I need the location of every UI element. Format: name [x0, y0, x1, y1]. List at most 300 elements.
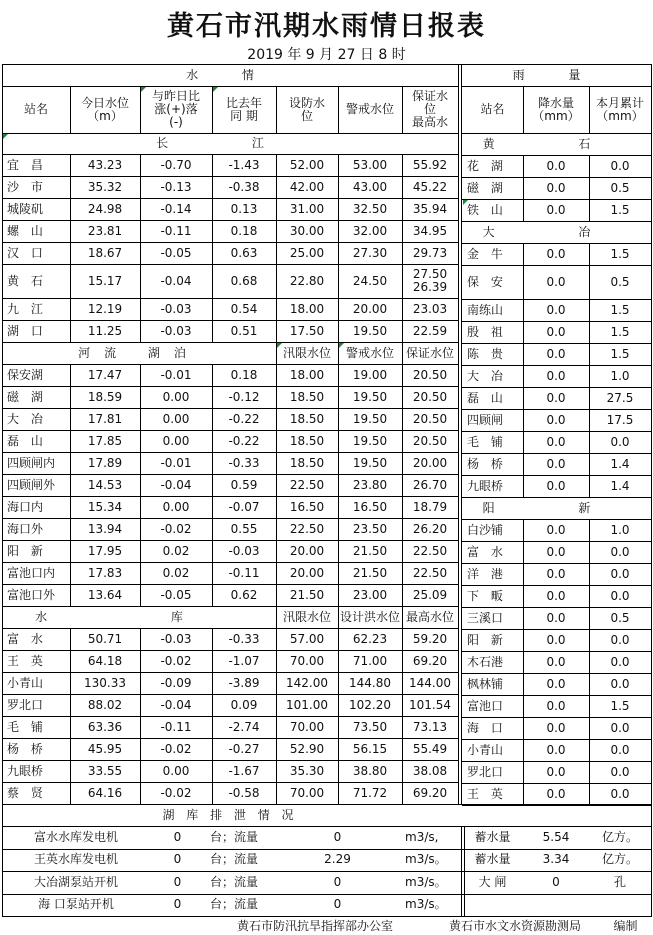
- grid-line: [70, 408, 71, 430]
- grid-line: [589, 519, 590, 541]
- grid-line: [462, 541, 651, 542]
- grid-line: [338, 694, 339, 716]
- grid-line: [462, 563, 651, 564]
- rain-station-name: 毛 铺: [467, 434, 507, 449]
- water-value: 23.00: [352, 587, 388, 602]
- grid-line: [523, 695, 524, 717]
- grid-line: [462, 805, 651, 806]
- grid-line: [140, 738, 141, 760]
- grid-line: [140, 220, 141, 242]
- rain-value: 0.0: [546, 324, 566, 339]
- grid-line: [589, 783, 590, 805]
- cell-comment-marker: [277, 343, 282, 348]
- grid-line: [338, 496, 339, 518]
- grid-line: [589, 761, 590, 783]
- storage-value: 5.54: [542, 829, 570, 844]
- rain-station-name: 陈 贵: [467, 346, 507, 361]
- grid-line: [140, 562, 141, 584]
- water-station-name: 保安湖: [7, 367, 44, 382]
- grid-line: [402, 242, 403, 264]
- grid-line: [338, 518, 339, 540]
- water-value: 31.00: [289, 201, 325, 216]
- rain-value: 0.0: [546, 434, 566, 449]
- rivers-col-flood-limit: 汛限水位: [282, 345, 331, 360]
- water-station-name: 海口外: [7, 521, 44, 536]
- grid-line: [402, 540, 403, 562]
- water-value: 18.79: [412, 499, 448, 514]
- water-value: 20.00: [352, 301, 388, 316]
- rain-station-name: 洋 港: [467, 566, 507, 581]
- grid-line: [212, 562, 213, 584]
- rain-value: 0.0: [610, 158, 630, 173]
- water-value: 30.00: [289, 223, 325, 238]
- water-value: -0.11: [228, 565, 260, 580]
- grid-line: [462, 717, 651, 718]
- water-value: 15.17: [87, 273, 123, 288]
- water-value: 0.62: [230, 587, 258, 602]
- grid-line: [402, 430, 403, 452]
- water-value: 16.50: [289, 499, 325, 514]
- grid-line: [523, 519, 524, 541]
- rain-group-header: 大 冶: [482, 224, 631, 239]
- rivers-col-guarantee: 保证水位: [405, 345, 454, 360]
- grid-line: [2, 916, 652, 917]
- water-value: 101.54: [409, 697, 451, 712]
- grid-line: [462, 199, 651, 200]
- grid-line: [212, 264, 213, 298]
- water-value: -0.04: [160, 273, 192, 288]
- rain-value: 0.5: [610, 610, 630, 625]
- reservoir-col-flood-limit: 汛限水位: [282, 609, 331, 624]
- water-value: 0.02: [162, 543, 190, 558]
- grid-line: [338, 364, 339, 386]
- grid-line: [212, 782, 213, 804]
- rain-station-name: 富池口: [467, 698, 504, 713]
- grid-line: [276, 716, 277, 738]
- section-reservoir: 水 库: [35, 609, 243, 624]
- grid-line: [140, 86, 141, 133]
- grid-line: [338, 540, 339, 562]
- rain-value: 0.0: [610, 786, 630, 801]
- grid-line: [70, 176, 71, 198]
- water-value: 0.59: [230, 477, 258, 492]
- storage-label: [462, 894, 523, 917]
- grid-line: [140, 760, 141, 782]
- water-value: 50.71: [87, 631, 123, 646]
- grid-line: [140, 782, 141, 804]
- grid-line: [338, 176, 339, 198]
- water-value: -0.02: [160, 741, 192, 756]
- water-value: 0.18: [230, 223, 258, 238]
- rain-station-name: 王 英: [467, 786, 507, 801]
- rain-value: 0.0: [610, 764, 630, 779]
- rain-station-name: 枫林铺: [467, 676, 504, 691]
- grid-line: [589, 717, 590, 739]
- grid-line: [462, 343, 651, 344]
- rain-value: 0.0: [546, 764, 566, 779]
- grid-line: [589, 475, 590, 497]
- col-alert-level-header: 警戒水位: [345, 102, 394, 116]
- grid-line: [523, 541, 524, 563]
- water-value: 59.20: [412, 631, 448, 646]
- discharge-flow-value: 0: [333, 874, 342, 889]
- grid-line: [402, 562, 403, 584]
- discharge-unit-count: 0: [173, 852, 182, 867]
- water-value: 20.00: [289, 543, 325, 558]
- grid-line: [338, 386, 339, 408]
- water-value: 17.85: [87, 433, 123, 448]
- water-value: 22.50: [412, 543, 448, 558]
- grid-line: [402, 320, 403, 342]
- discharge-flow-value: 0: [333, 829, 342, 844]
- grid-line: [212, 716, 213, 738]
- water-value: -3.89: [228, 675, 260, 690]
- grid-line: [2, 628, 458, 629]
- grid-line: [462, 651, 651, 652]
- discharge-flow-unit: m3/s,: [405, 829, 439, 844]
- grid-line: [402, 474, 403, 496]
- grid-line: [402, 694, 403, 716]
- grid-line: [276, 518, 277, 540]
- reservoir-col-max: 最高水位: [405, 609, 454, 624]
- grid-line: [338, 154, 339, 176]
- water-value: 13.94: [87, 521, 123, 536]
- water-value: 102.20: [349, 697, 391, 712]
- water-value: 21.50: [289, 587, 325, 602]
- report-title: 黄石市汛期水雨情日报表: [167, 11, 486, 42]
- rain-value: 0.0: [546, 676, 566, 691]
- water-value: 45.22: [412, 179, 448, 194]
- water-section-header: 水 情: [186, 67, 274, 82]
- water-value: 20.00: [412, 455, 448, 470]
- discharge-flow-label: 台；流量: [210, 852, 259, 867]
- grid-line: [70, 650, 71, 672]
- cell-comment-marker: [141, 87, 146, 92]
- col-change-yesterday-header: 与昨日比 涨(+)落 (-): [151, 89, 200, 129]
- grid-line: [212, 220, 213, 242]
- grid-line: [402, 86, 403, 133]
- grid-line: [276, 198, 277, 220]
- grid-line: [276, 320, 277, 342]
- rain-section-header: 雨 量: [512, 67, 601, 82]
- water-value: 17.47: [87, 367, 123, 382]
- water-station-name: 宜 昌: [7, 157, 47, 172]
- rain-station-name: 磊 山: [467, 390, 507, 405]
- grid-line: [2, 342, 458, 343]
- report-date: 2019 年 9 月 27 日 8 时: [247, 47, 406, 63]
- grid-line: [212, 738, 213, 760]
- water-value: 69.20: [412, 653, 448, 668]
- water-value: -0.27: [228, 741, 260, 756]
- rain-value: 0.0: [546, 654, 566, 669]
- grid-line: [338, 782, 339, 804]
- grid-line: [589, 243, 590, 265]
- grid-line: [70, 496, 71, 518]
- rain-station-name: 小青山: [467, 742, 504, 757]
- water-value: 18.00: [289, 367, 325, 382]
- water-value: 22.50: [289, 477, 325, 492]
- grid-line: [2, 606, 458, 607]
- water-value: 56.15: [352, 741, 388, 756]
- water-value: 17.95: [87, 543, 123, 558]
- rain-value: 0.0: [610, 676, 630, 691]
- grid-line: [523, 431, 524, 453]
- discharge-item-name: 大冶湖泵站开机: [33, 874, 118, 889]
- grid-line: [212, 408, 213, 430]
- grid-line: [523, 761, 524, 783]
- grid-line: [523, 265, 524, 299]
- rain-value: 0.0: [546, 202, 566, 217]
- grid-line: [523, 563, 524, 585]
- grid-line: [70, 716, 71, 738]
- grid-line: [70, 738, 71, 760]
- water-value: 19.50: [352, 389, 388, 404]
- discharge-item-name: 富水水库发电机: [33, 829, 118, 844]
- grid-line: [70, 154, 71, 176]
- water-value: 62.23: [352, 631, 388, 646]
- grid-line: [276, 694, 277, 716]
- rivers-col-alert: 警戒水位: [345, 345, 394, 360]
- grid-line: [402, 606, 403, 628]
- grid-line: [276, 430, 277, 452]
- rain-station-name: 大 冶: [467, 368, 507, 383]
- grid-line: [338, 474, 339, 496]
- water-value: 0.00: [162, 433, 190, 448]
- grid-line: [462, 497, 651, 498]
- grid-line: [523, 177, 524, 199]
- grid-line: [70, 694, 71, 716]
- rain-value: 0.0: [546, 274, 566, 289]
- cell-comment-marker: [213, 87, 218, 92]
- water-value: 16.50: [352, 499, 388, 514]
- water-value: 17.89: [87, 455, 123, 470]
- grid-line: [70, 242, 71, 264]
- rain-value: 1.5: [610, 246, 630, 261]
- water-value: -0.03: [160, 631, 192, 646]
- rain-value: 0.0: [546, 346, 566, 361]
- water-value: 24.50: [352, 273, 388, 288]
- rain-value: 0.0: [610, 566, 630, 581]
- water-value: 25.09: [412, 587, 448, 602]
- grid-line: [462, 365, 651, 366]
- grid-line: [338, 220, 339, 242]
- water-value: 14.53: [87, 477, 123, 492]
- grid-line: [70, 198, 71, 220]
- grid-line: [140, 672, 141, 694]
- grid-line: [523, 199, 524, 221]
- grid-line: [140, 474, 141, 496]
- discharge-unit-count: 0: [173, 874, 182, 889]
- grid-line: [462, 387, 651, 388]
- grid-line: [462, 155, 651, 156]
- footer-action: 编制: [613, 918, 638, 933]
- water-value: -0.02: [160, 785, 192, 800]
- rain-group-header: 黄 石: [482, 136, 631, 151]
- grid-line: [276, 606, 277, 628]
- grid-line: [70, 474, 71, 496]
- grid-line: [462, 431, 651, 432]
- water-value: 63.36: [87, 719, 123, 734]
- grid-line: [140, 430, 141, 452]
- grid-line: [402, 738, 403, 760]
- grid-line: [276, 496, 277, 518]
- grid-line: [276, 452, 277, 474]
- water-value: 22.80: [289, 273, 325, 288]
- grid-line: [276, 298, 277, 320]
- water-value: 20.50: [412, 433, 448, 448]
- water-value: 0.63: [230, 245, 258, 260]
- water-value: 43.00: [352, 179, 388, 194]
- grid-line: [70, 672, 71, 694]
- grid-line: [462, 761, 651, 762]
- water-value: -0.58: [228, 785, 260, 800]
- water-value: -0.03: [160, 301, 192, 316]
- rain-station-name: 白沙铺: [467, 522, 504, 537]
- water-station-name: 九 江: [7, 301, 47, 316]
- water-value: 18.50: [289, 389, 325, 404]
- water-value: 0.68: [230, 273, 258, 288]
- water-value: 18.50: [289, 433, 325, 448]
- water-station-name: 海口内: [7, 499, 44, 514]
- grid-line: [462, 321, 651, 322]
- water-value: -0.05: [160, 245, 192, 260]
- water-value: 64.16: [87, 785, 123, 800]
- rain-value: 0.0: [546, 180, 566, 195]
- discharge-flow-value: 2.29: [324, 852, 351, 867]
- rain-value: 0.5: [610, 180, 630, 195]
- grid-line: [523, 155, 524, 177]
- storage-label: 蓄水量: [474, 852, 511, 867]
- grid-line: [140, 386, 141, 408]
- grid-line: [212, 154, 213, 176]
- water-value: 0.00: [162, 499, 190, 514]
- grid-line: [523, 475, 524, 497]
- water-value: 0.13: [230, 201, 258, 216]
- grid-line: [338, 760, 339, 782]
- grid-line: [212, 496, 213, 518]
- water-station-name: 蔡 贤: [7, 785, 47, 800]
- grid-line: [140, 716, 141, 738]
- discharge-item-name: 海 口泵站开机: [38, 897, 114, 912]
- grid-line: [402, 364, 403, 386]
- grid-line: [523, 607, 524, 629]
- grid-line: [402, 672, 403, 694]
- grid-line: [70, 760, 71, 782]
- rain-col-station-header: 站名: [480, 102, 505, 116]
- col-vs-last-year-header: 比去年 同 期: [225, 95, 262, 123]
- water-value: 88.02: [87, 697, 123, 712]
- grid-line: [2, 804, 651, 805]
- grid-line: [462, 265, 651, 266]
- water-station-name: 罗北口: [7, 697, 44, 712]
- rain-col-month-total-header: 本月累计 （mm）: [595, 95, 644, 123]
- grid-line: [589, 387, 590, 409]
- rain-value: 1.0: [610, 368, 630, 383]
- grid-line: [402, 584, 403, 606]
- grid-line: [276, 86, 277, 133]
- rain-value: 1.0: [610, 522, 630, 537]
- grid-line: [462, 133, 651, 134]
- discharge-flow-label: 台；流量: [210, 874, 259, 889]
- grid-line: [461, 64, 462, 804]
- rain-value: 1.4: [610, 478, 630, 493]
- grid-line: [2, 64, 3, 916]
- grid-line: [402, 496, 403, 518]
- grid-line: [212, 518, 213, 540]
- rain-value: 17.5: [606, 412, 634, 427]
- grid-line: [212, 242, 213, 264]
- rain-col-precip-header: 降水量 （mm）: [532, 95, 580, 123]
- water-value: 144.80: [349, 675, 391, 690]
- rain-station-name: 杨 桥: [467, 456, 507, 471]
- grid-line: [140, 496, 141, 518]
- rain-station-name: 下 畈: [467, 588, 507, 603]
- grid-line: [462, 783, 651, 784]
- grid-line: [140, 364, 141, 386]
- grid-line: [651, 64, 652, 916]
- rain-value: 0.0: [546, 158, 566, 173]
- water-value: 71.00: [352, 653, 388, 668]
- grid-line: [523, 717, 524, 739]
- water-value: 18.00: [289, 301, 325, 316]
- grid-line: [589, 343, 590, 365]
- water-value: 22.59: [412, 323, 448, 338]
- grid-line: [402, 518, 403, 540]
- grid-line: [276, 584, 277, 606]
- water-value: -1.43: [228, 157, 260, 172]
- grid-line: [402, 408, 403, 430]
- grid-line: [140, 408, 141, 430]
- rain-value: 0.0: [546, 478, 566, 493]
- storage-label: 蓄水量: [474, 829, 511, 844]
- grid-line: [2, 826, 651, 827]
- water-value: 38.08: [412, 763, 448, 778]
- grid-line: [589, 453, 590, 475]
- grid-line: [140, 694, 141, 716]
- rain-value: 0.0: [546, 610, 566, 625]
- water-value: 53.00: [352, 157, 388, 172]
- rain-value: 0.0: [546, 368, 566, 383]
- water-value: 35.30: [289, 763, 325, 778]
- rain-value: 0.0: [610, 544, 630, 559]
- water-value: 20.50: [412, 389, 448, 404]
- grid-line: [338, 242, 339, 264]
- water-value: 35.32: [87, 179, 123, 194]
- grid-line: [70, 364, 71, 386]
- grid-line: [589, 177, 590, 199]
- water-value: 23.80: [352, 477, 388, 492]
- grid-line: [276, 386, 277, 408]
- water-value: 19.00: [352, 367, 388, 382]
- water-value: -0.01: [160, 367, 192, 382]
- rain-station-name: 南练山: [467, 302, 504, 317]
- grid-line: [276, 364, 277, 386]
- water-value: 22.50: [289, 521, 325, 536]
- water-value: -0.04: [160, 697, 192, 712]
- grid-line: [523, 585, 524, 607]
- water-value: 34.95: [412, 223, 448, 238]
- grid-line: [402, 264, 403, 298]
- water-value: -0.07: [228, 499, 260, 514]
- grid-line: [338, 672, 339, 694]
- rain-station-name: 磁 湖: [467, 180, 507, 195]
- water-value: 19.50: [352, 433, 388, 448]
- grid-line: [212, 198, 213, 220]
- water-value: -1.67: [228, 763, 260, 778]
- grid-line: [276, 264, 277, 298]
- water-value: 17.50: [289, 323, 325, 338]
- grid-line: [402, 386, 403, 408]
